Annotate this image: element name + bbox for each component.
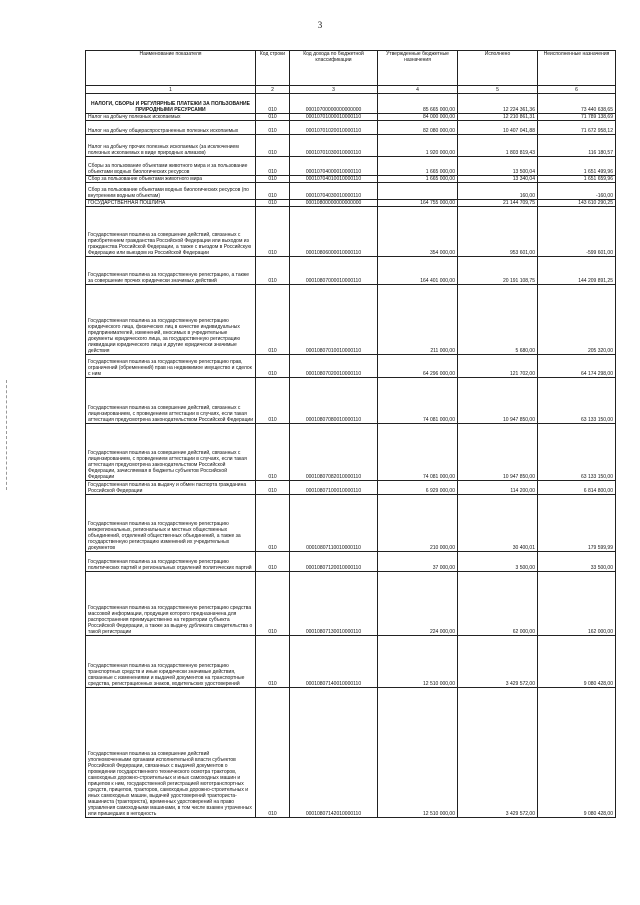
row-name: Государственная пошлина за государственную регистрацию средства массовой информации, продукция которого предназначена для распространения преимущественно на территории субъекта Российской Федерации, а также за выдачу дубликата свидетельства о такой регистрации (86, 572, 256, 636)
row-line-code: 010 (256, 495, 290, 552)
row-approved: 1 665 000,00 (378, 176, 458, 183)
row-line-code: 010 (256, 481, 290, 495)
table-row (86, 157, 616, 176)
row-unexecuted: 9 080 428,00 (538, 636, 616, 688)
row-executed: 3 429 572,00 (458, 688, 538, 818)
table-row (86, 207, 616, 257)
row-approved: 12 510 000,00 (378, 636, 458, 688)
row-executed: 10 947 850,00 (458, 378, 538, 424)
row-income-code: 00010701030010000110 (290, 135, 378, 157)
header-executed: Исполнено (458, 51, 538, 86)
table-row (86, 183, 616, 200)
row-approved: 64 296 000,00 (378, 355, 458, 378)
row-executed: 13 500,04 (458, 157, 538, 176)
row-unexecuted: -160,00 (538, 183, 616, 200)
row-executed: 3 429 572,00 (458, 636, 538, 688)
row-unexecuted: 205 320,00 (538, 285, 616, 355)
row-executed: 10 947 850,00 (458, 424, 538, 481)
row-name: Государственная пошлина за государственную регистрацию политических партий и региональных отделений политических партий (86, 552, 256, 572)
row-name: Государственная пошлина за совершение действий уполномоченными органами исполнительной власти субъектов Российской Федерации, связанных с выдачей документов о проведении государственного технического осмотра тракторов, самоходных дорожно-строительных и иных самоходных машин и прицепов к ним, государственной регистрацией мототранспортных средств, прицепов, тракторов, самоходных дорожно-строительных и иных самоходных машин, выдачей удостоверений тракториста-машиниста (тракториста), временных удостоверений на право управления самоходными машинами, в том числе взамен утраченных или пришедших в негодность (86, 688, 256, 818)
row-income-code: 00010806000010000110 (290, 207, 378, 257)
row-executed: 10 407 041,88 (458, 121, 538, 135)
table-row (86, 378, 616, 424)
row-unexecuted: 6 814 800,00 (538, 481, 616, 495)
row-income-code: 00010800000000000000 (290, 200, 378, 207)
row-income-code: 00010807120010000110 (290, 552, 378, 572)
header-income-code: Код дохода по бюджетной классификации (290, 51, 378, 86)
row-line-code: 010 (256, 285, 290, 355)
row-approved: 354 000,00 (378, 207, 458, 257)
row-executed: 953 601,00 (458, 207, 538, 257)
row-line-code: 010 (256, 176, 290, 183)
table-row (86, 135, 616, 157)
row-approved: 164 401 000,00 (378, 257, 458, 285)
row-approved: 37 000,00 (378, 552, 458, 572)
table-row (86, 121, 616, 135)
row-executed: 5 680,00 (458, 285, 538, 355)
row-approved: 74 081 000,00 (378, 424, 458, 481)
row-approved: 84 000 000,00 (378, 114, 458, 121)
row-executed: 62 000,00 (458, 572, 538, 636)
row-unexecuted: 144 209 891,25 (538, 257, 616, 285)
row-unexecuted: 73 440 638,65 (538, 94, 616, 114)
row-executed: 21 144 709,75 (458, 200, 538, 207)
row-income-code: 00010807100010000110 (290, 481, 378, 495)
row-approved: 164 755 000,00 (378, 200, 458, 207)
row-income-code: 00010807142010000110 (290, 688, 378, 818)
row-income-code: 00010704000010000110 (290, 157, 378, 176)
row-income-code: 00010807130010000110 (290, 572, 378, 636)
row-name: Налог на добычу прочих полезных ископаемых (за исключением полезных ископаемых в виде природных алмазов) (86, 135, 256, 157)
row-line-code: 010 (256, 121, 290, 135)
column-number-row (86, 86, 616, 94)
row-unexecuted: 143 610 290,25 (538, 200, 616, 207)
row-income-code: 00010807000010000110 (290, 257, 378, 285)
row-approved: 211 000,00 (378, 285, 458, 355)
row-unexecuted: 63 133 150,00 (538, 424, 616, 481)
table-row (86, 176, 616, 183)
row-line-code: 010 (256, 552, 290, 572)
table-row (86, 114, 616, 121)
row-name: НАЛОГИ, СБОРЫ И РЕГУЛЯРНЫЕ ПЛАТЕЖИ ЗА ПОЛЬЗОВАНИЕ ПРИРОДНЫМИ РЕСУРСАМИ (86, 94, 256, 114)
row-executed: 1 803 819,43 (458, 135, 538, 157)
row-name: Сбор за пользование объектами водных биологических ресурсов (по внутренним водным объектам) (86, 183, 256, 200)
row-approved: 6 929 000,00 (378, 481, 458, 495)
row-line-code: 010 (256, 424, 290, 481)
column-number: 6 (538, 86, 616, 94)
table-row (86, 94, 616, 114)
row-name: Сбор за пользование объектами животного мира (86, 176, 256, 183)
row-executed: 3 500,00 (458, 552, 538, 572)
row-income-code: 00010807080010000110 (290, 378, 378, 424)
row-income-code: 00010807082010000110 (290, 424, 378, 481)
table-row (86, 636, 616, 688)
row-name: Государственная пошлина за государственную регистрацию юридического лица, физических лиц в качестве индивидуальных предпринимателей, изменений, вносимых в учредительные документы юридического лица, за государственную регистрацию ликвидации юридического лица и другие юридически значимые действия (86, 285, 256, 355)
row-line-code: 010 (256, 257, 290, 285)
row-line-code: 010 (256, 157, 290, 176)
row-line-code: 010 (256, 636, 290, 688)
row-approved (378, 183, 458, 200)
row-approved: 12 510 000,00 (378, 688, 458, 818)
row-income-code: 00010704010010000110 (290, 176, 378, 183)
table-row (86, 355, 616, 378)
row-executed: 121 702,00 (458, 355, 538, 378)
row-executed: 114 200,00 (458, 481, 538, 495)
table-row (86, 481, 616, 495)
row-name: Государственная пошлина за государственную регистрацию транспортных средств и иные юридически значимые действия, связанные с изменениями и выдачей документов на транспортные средства, регистрационных знаков, водительских удостоверений (86, 636, 256, 688)
row-line-code: 010 (256, 114, 290, 121)
row-unexecuted: 116 180,57 (538, 135, 616, 157)
row-executed: 13 340,04 (458, 176, 538, 183)
row-unexecuted: -599 601,00 (538, 207, 616, 257)
row-income-code: 00010701020010000110 (290, 121, 378, 135)
row-income-code: 00010807020010000110 (290, 355, 378, 378)
row-income-code: 00010807010010000110 (290, 285, 378, 355)
column-number: 5 (458, 86, 538, 94)
row-executed: 12 224 361,36 (458, 94, 538, 114)
column-number: 2 (256, 86, 290, 94)
row-name: Налог на добычу общераспространенных полезных ископаемых (86, 121, 256, 135)
row-line-code: 010 (256, 572, 290, 636)
row-approved: 224 000,00 (378, 572, 458, 636)
table-row (86, 285, 616, 355)
table-row (86, 688, 616, 818)
header-unexecuted: Неисполненные назначения (538, 51, 616, 86)
column-number: 4 (378, 86, 458, 94)
row-name: ГОСУДАРСТВЕННАЯ ПОШЛИНА (86, 200, 256, 207)
row-approved: 85 665 000,00 (378, 94, 458, 114)
row-line-code: 010 (256, 135, 290, 157)
row-line-code: 010 (256, 200, 290, 207)
row-unexecuted: 63 133 150,00 (538, 378, 616, 424)
row-approved: 1 920 000,00 (378, 135, 458, 157)
row-executed: 30 400,01 (458, 495, 538, 552)
row-line-code: 010 (256, 688, 290, 818)
table-row (86, 495, 616, 552)
header-row (86, 51, 616, 86)
row-name: Сборы за пользование объектами животного мира и за пользование объектами водных биологических ресурсов (86, 157, 256, 176)
row-name: Государственная пошлина за совершение действий, связанных с приобретением гражданства Российской Федерации или выходом из гражданства Российской Федерации, а также с въездом в Российскую Федерацию или выездом из Российской Федерации (86, 207, 256, 257)
row-name: Государственная пошлина за выдачу и обмен паспорта гражданина Российской Федерации (86, 481, 256, 495)
header-line-code: Код строки (256, 51, 290, 86)
row-approved: 82 080 000,00 (378, 121, 458, 135)
table-row (86, 424, 616, 481)
row-unexecuted: 179 599,99 (538, 495, 616, 552)
row-unexecuted: 9 080 428,00 (538, 688, 616, 818)
row-approved: 74 081 000,00 (378, 378, 458, 424)
row-line-code: 010 (256, 94, 290, 114)
row-approved: 1 665 000,00 (378, 157, 458, 176)
row-name: Государственная пошлина за совершение действий, связанных с лицензированием, с проведением аттестации в случаях, если такая аттестация предусмотрена законодательством Российской Федерации, зачисляемая в бюджеты субъектов Российской Федерации (86, 424, 256, 481)
row-unexecuted: 71 789 138,69 (538, 114, 616, 121)
table-row (86, 200, 616, 207)
header-indicator-name: Наименование показателя (86, 51, 256, 86)
margin-marks (6, 380, 9, 490)
row-income-code: 00010704030010000110 (290, 183, 378, 200)
row-line-code: 010 (256, 207, 290, 257)
row-income-code: 00010807140010000110 (290, 636, 378, 688)
row-line-code: 010 (256, 378, 290, 424)
row-executed: 20 191 108,75 (458, 257, 538, 285)
row-income-code: 00010701000010000110 (290, 114, 378, 121)
table-body (86, 94, 616, 818)
row-income-code: 00010807110010000110 (290, 495, 378, 552)
row-unexecuted: 1 651 659,96 (538, 176, 616, 183)
row-line-code: 010 (256, 183, 290, 200)
row-name: Государственная пошлина за государственную регистрацию межрегиональных, региональных и местных общественных объединений, отделений общественных объединений, а также за государственную регистрацию изменений их учредительных документов (86, 495, 256, 552)
table-row (86, 552, 616, 572)
row-income-code: 00010700000000000000 (290, 94, 378, 114)
row-name: Государственная пошлина за государственную регистрацию прав, ограничений (обременений) прав на недвижимое имущество и сделок с ним (86, 355, 256, 378)
row-name: Государственная пошлина за государственную регистрацию, а также за совершение прочих юридически значимых действий (86, 257, 256, 285)
page-number: 3 (317, 20, 323, 30)
table-row (86, 572, 616, 636)
row-unexecuted: 64 174 298,00 (538, 355, 616, 378)
column-number: 1 (86, 86, 256, 94)
header-approved: Утвержденные бюджетные назначения (378, 51, 458, 86)
row-approved: 210 000,00 (378, 495, 458, 552)
table-row (86, 257, 616, 285)
row-unexecuted: 162 000,00 (538, 572, 616, 636)
row-executed: 160,00 (458, 183, 538, 200)
row-unexecuted: 71 672 958,12 (538, 121, 616, 135)
row-unexecuted: 33 500,00 (538, 552, 616, 572)
row-line-code: 010 (256, 355, 290, 378)
row-unexecuted: 1 651 499,96 (538, 157, 616, 176)
column-number: 3 (290, 86, 378, 94)
row-name: Налог на добычу полезных ископаемых (86, 114, 256, 121)
row-name: Государственная пошлина за совершение действий, связанных с лицензированием, с проведением аттестации в случаях, если такая аттестация предусмотрена законодательством Российской Федерации (86, 378, 256, 424)
budget-execution-table (85, 50, 616, 818)
row-executed: 12 210 861,31 (458, 114, 538, 121)
